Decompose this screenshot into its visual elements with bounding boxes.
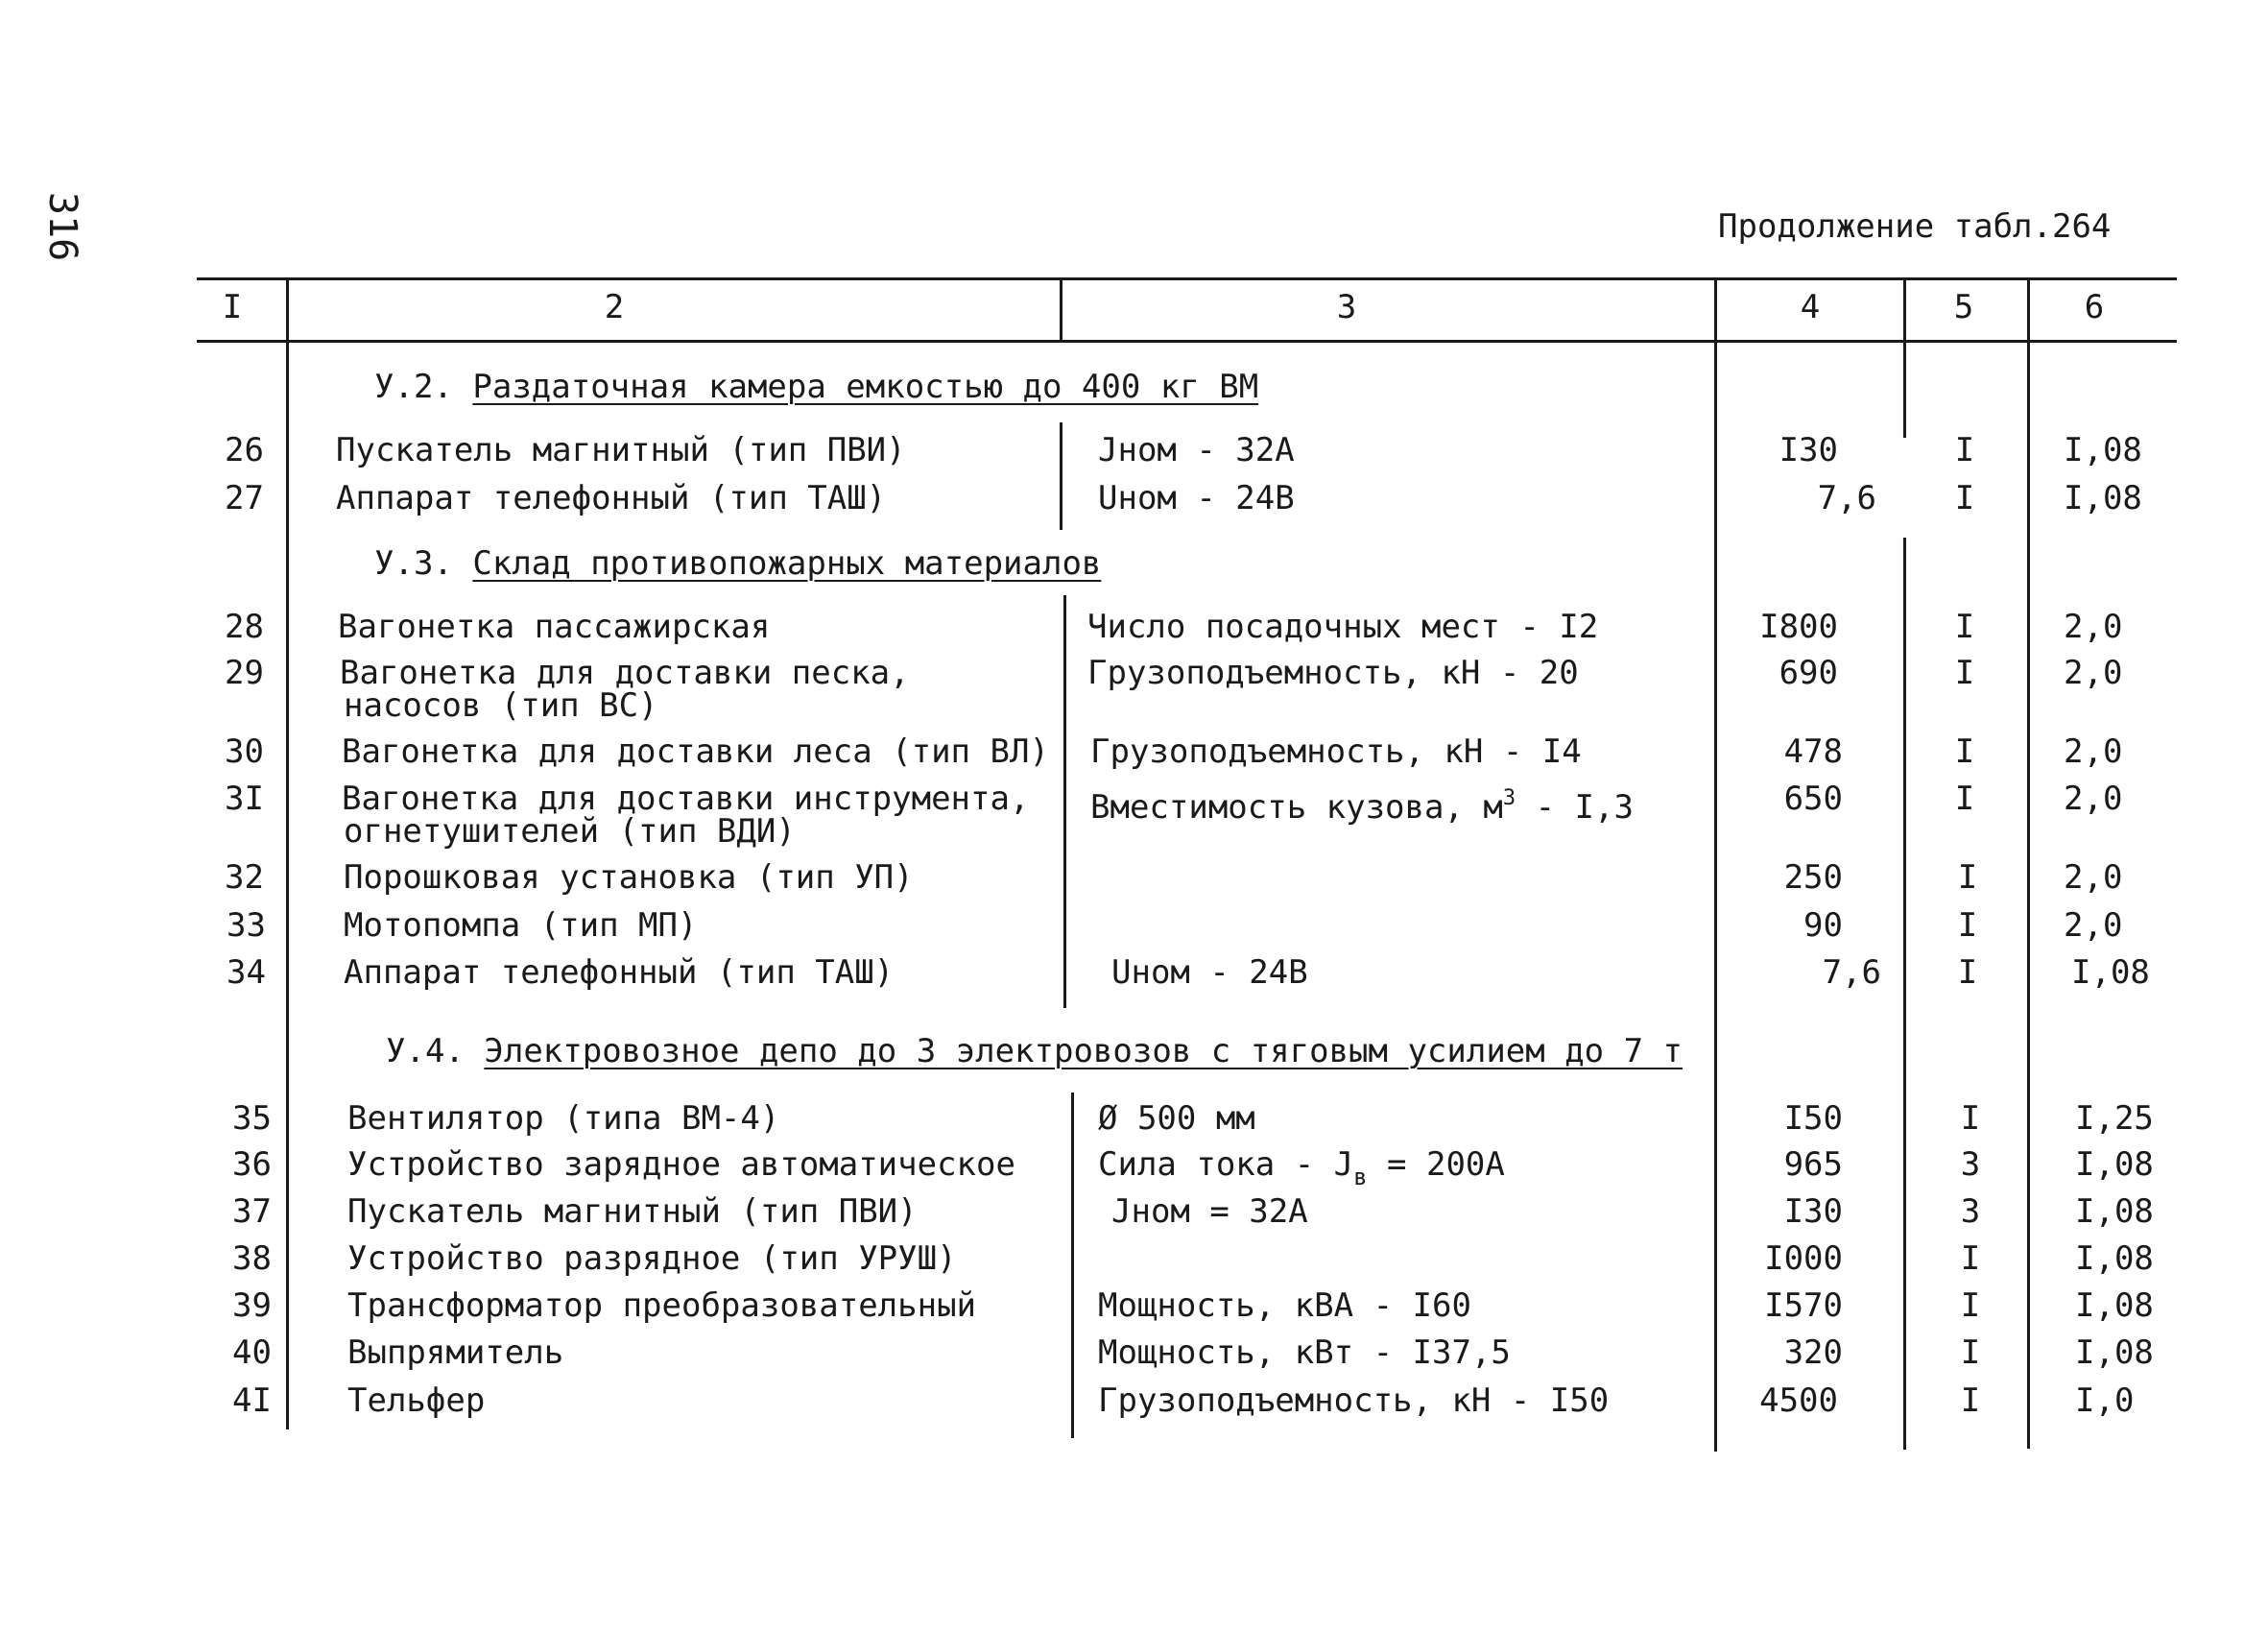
item-spec: Грузоподъемность, кН - I4 [1090,732,1582,771]
row-number: 27 [225,479,264,517]
item-value-6: 2,0 [2064,608,2123,646]
item-name: Тельфер [347,1381,486,1420]
row-number: 36 [232,1145,272,1184]
item-spec [1098,1145,1505,1193]
item-value-4: I570 [1764,1286,1843,1325]
column-rule-2 [1060,277,1062,343]
item-spec-text: Вместимость кузова, м [1090,788,1503,827]
item-value-4: 650 [1783,780,1843,818]
item-value-5: I [1960,1286,1981,1325]
item-value-4: 690 [1779,654,1838,692]
item-value-6: I,08 [2075,1286,2154,1325]
item-name: Вагонетка пассажирская [338,608,771,646]
item-spec-superscript: 3 [1502,786,1516,810]
item-spec: Грузоподъемность, кН - I50 [1098,1381,1610,1420]
item-spec [1090,782,1634,827]
row-number: 30 [225,732,264,771]
row-number: 3I [225,780,264,818]
item-name: Устройство разрядное (тип УРУШ) [347,1239,957,1278]
item-spec: Jном - 32А [1098,431,1295,469]
item-name: Аппарат телефонный (тип ТАШ) [336,479,887,517]
column-rule-5 [1903,277,1906,438]
item-name: Вагонетка для доставки песка, [340,654,910,692]
item-name: Пускатель магнитный (тип ПВИ) [336,431,906,469]
row-number: 28 [225,608,264,646]
item-value-6: 2,0 [2064,732,2123,771]
item-value-4: 965 [1783,1145,1843,1184]
section-title [374,544,1102,583]
item-value-6: I,08 [2075,1333,2154,1372]
item-value-6: I,08 [2075,1239,2154,1278]
column-rule-5b [1903,538,1906,1450]
item-spec: Мощность, кВт - I37,5 [1098,1333,1511,1372]
item-value-5: I [1954,732,1975,771]
item-name: Мотопомпа (тип МП) [344,906,698,945]
spec-rule-s4 [1071,1093,1074,1438]
item-value-4: I800 [1759,608,1838,646]
table-header-rule [197,340,2177,343]
item-spec: Jном = 32А [1111,1192,1308,1231]
row-number: 33 [227,906,266,945]
row-number: 38 [232,1239,272,1278]
item-name: Вентилятор (типа ВМ-4) [347,1099,780,1138]
item-value-4: 7,6 [1822,953,1881,992]
item-spec: Ø 500 мм [1098,1099,1255,1138]
item-value-4: 90 [1803,906,1843,945]
item-value-4: 320 [1783,1333,1843,1372]
item-value-5: I [1954,608,1975,646]
item-name: Трансформатор преобразовательный [347,1286,977,1325]
item-value-6: I,08 [2064,431,2142,469]
item-value-6: 2,0 [2064,858,2123,897]
item-value-5: I [1957,953,1978,992]
section-title [374,368,1259,406]
item-value-5: I [1954,654,1975,692]
spec-rule-s3 [1063,595,1066,1008]
section-code: У.3. [374,544,453,583]
column-header-2: 2 [604,288,625,326]
section-code: У.2. [374,368,453,406]
item-value-4: 7,6 [1817,479,1876,517]
row-number: 39 [232,1286,272,1325]
column-rule-4 [1714,277,1717,1452]
item-spec-tail: = 200А [1367,1145,1505,1184]
page-number: 316 [40,192,84,262]
item-spec: Число посадочных мест - I2 [1087,608,1599,646]
item-value-5: I [1960,1099,1981,1138]
item-name: Устройство зарядное автоматическое [347,1145,1015,1184]
item-spec-text: Сила тока - J [1098,1145,1354,1184]
row-number: 35 [232,1099,272,1138]
item-value-6: 2,0 [2064,780,2123,818]
row-number: 29 [225,654,264,692]
column-header-3: 3 [1336,288,1357,326]
item-value-5: I [1960,1381,1981,1420]
row-number: 40 [232,1333,272,1372]
item-value-6: 2,0 [2064,654,2123,692]
item-value-6: I,0 [2075,1381,2135,1420]
row-number: 34 [227,953,266,992]
column-rule-6 [2027,277,2030,1449]
item-name: Аппарат телефонный (тип ТАШ) [344,953,895,992]
item-value-6: 2,0 [2064,906,2123,945]
item-spec: Uном - 24В [1111,953,1308,992]
item-name: Вагонетка для доставки инструмента, [342,780,1030,818]
item-value-5: I [1954,780,1975,818]
item-value-4: I50 [1783,1099,1843,1138]
item-spec-tail: - I,3 [1516,788,1634,827]
item-name: Выпрямитель [347,1333,564,1372]
item-value-5: I [1954,431,1975,469]
row-number: 26 [225,431,264,469]
row-number: 37 [232,1192,272,1231]
item-value-6: I,08 [2075,1192,2154,1231]
item-value-4: I30 [1783,1192,1843,1231]
item-spec: Мощность, кВА - I60 [1098,1286,1471,1325]
item-name: Вагонетка для доставки леса (тип ВЛ) [342,732,1049,771]
item-name: Порошковая установка (тип УП) [344,858,914,897]
item-name: Пускатель магнитный (тип ПВИ) [347,1192,918,1231]
column-header-6: 6 [2084,288,2105,326]
column-header-1: I [222,288,243,326]
item-spec: Uном - 24В [1098,479,1295,517]
item-value-4: I000 [1764,1239,1843,1278]
item-value-4: I30 [1779,431,1838,469]
item-value-5: 3 [1960,1145,1981,1184]
item-spec: Грузоподъемность, кН - 20 [1087,654,1579,692]
item-value-4: 250 [1783,858,1843,897]
item-value-4: 4500 [1759,1381,1838,1420]
section-code: У.4. [386,1032,465,1070]
column-rule-1 [286,277,289,1429]
item-value-6: I,25 [2075,1099,2154,1138]
item-value-6: I,08 [2064,479,2142,517]
item-name-continued: насосов (тип ВС) [344,686,658,725]
section-name: Раздаточная камера емкостью до 400 кг ВМ [472,368,1259,406]
item-value-6: I,08 [2075,1145,2154,1184]
row-number: 32 [225,858,264,897]
item-value-5: I [1954,479,1975,517]
table-top-rule [197,277,2177,280]
section-name: Склад противопожарных материалов [472,544,1102,583]
section-title [386,1032,1683,1070]
section-name: Электровозное депо до 3 электровозов с тяговым усилием до 7 т [484,1032,1683,1070]
spec-rule-s2 [1060,422,1062,530]
row-number: 4I [232,1381,272,1420]
item-value-5: I [1960,1239,1981,1278]
item-value-4: 478 [1783,732,1843,771]
item-name-continued: огнетушителей (тип ВДИ) [344,812,796,851]
item-value-5: I [1960,1333,1981,1372]
column-header-4: 4 [1800,288,1821,326]
table-continuation-caption: Продолжение табл.264 [1718,207,2112,246]
item-value-5: I [1957,906,1978,945]
item-value-5: 3 [1960,1192,1981,1231]
item-value-6: I,08 [2071,953,2150,992]
column-header-5: 5 [1953,288,1974,326]
item-value-5: I [1957,858,1978,897]
item-spec-subscript: в [1353,1164,1368,1190]
